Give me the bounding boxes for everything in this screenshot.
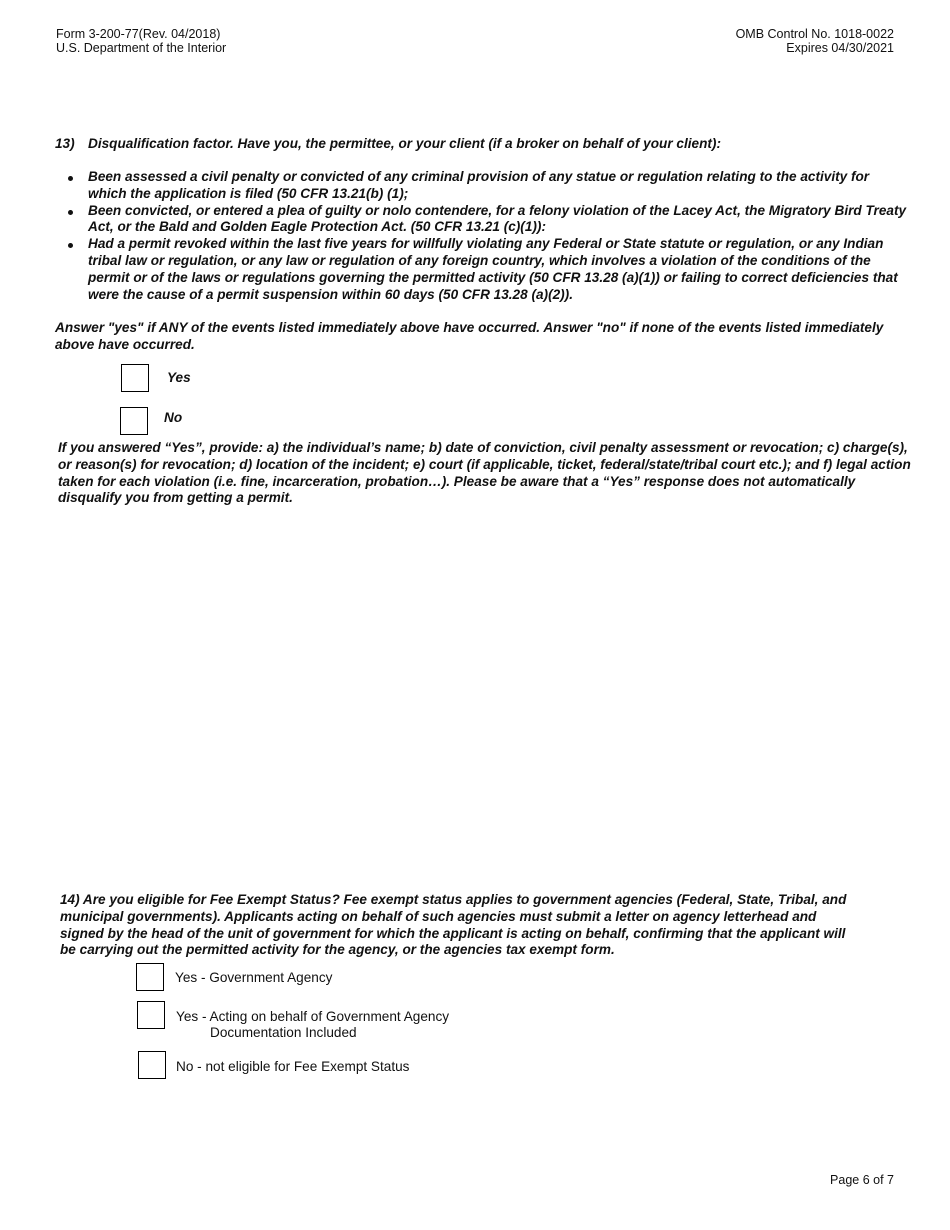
q14-question: 14) Are you eligible for Fee Exempt Status? Fee exempt status applies to government agencies (Federal, State, Tribal, and municipal governments). Applicants acting on behalf of such agencies must submit a letter on agency letterhead and signed by the head of the unit of government for which the applicant is acting on behalf, confirming that the applicant will be carrying out the permitted activity for the agency, or the agencies tax exempt form. [60,892,847,958]
q13-bullet-item [56,203,911,237]
q13-if-yes-instructions: If you answered “Yes”, provide: a) the individual’s name; b) date of conviction, civil penalty assessment or revocation; c) charge(s), or reason(s) for revocation; d) location of the incident; e) court (if applicable, ticket, federal/state/tribal court etc.); and f) legal action taken for each violation (i.e. fine, incarceration, probation…). Please be aware that a “Yes” response does not automatically disqualify you from getting a permit. [58,440,911,506]
q13-bullet-text: Been assessed a civil penalty or convicted of any criminal provision of any statue or regulation relating to the activity for which the application is filed (50 CFR 13.21(b) (1); [88,169,870,201]
bullet-icon [68,210,73,215]
q14-gov-agency-label: Yes - Government Agency [175,970,333,985]
q13-no-checkbox[interactable] [120,407,148,435]
q13-bullet-item [56,169,911,203]
department-name: U.S. Department of the Interior [56,41,227,55]
bullet-icon [68,176,73,181]
q13-bullet-text: Been convicted, or entered a plea of guilty or nolo contendere, for a felony violation of the Lacey Act, the Migratory Bird Treaty Act, or the Bald and Golden Eagle Protection Act. (50 CFR 13.21 (c)(1)): [88,202,907,235]
q14-not-eligible-checkbox[interactable] [138,1051,166,1079]
q13-bullet-text: Had a permit revoked within the last five years for willfully violating any Federal or State statute or regulation, or any Indian tribal law or regulation, or any law or regulation of any foreign country, which involves a violation of the conditions of the permit or of the laws or regulations governing the permitted activity (50 CFR 13.28 (a)(1)) or failing to correct deficiencies that were the cause of a permit suspension within 60 days (50 CFR 13.28 (a)(2)). [88,236,898,302]
q13-number: 13) [55,136,75,151]
q14-behalf-documentation-label: Documentation Included [210,1025,357,1040]
q13-question: Disqualification factor. Have you, the permittee, or your client (if a broker on behalf of your client): [88,136,721,151]
bullet-icon [68,243,73,248]
q13-answer-instruction: Answer "yes" if ANY of the events listed immediately above have occurred. Answer "no" if none of the events listed immediately above have occurred. [55,320,884,352]
q13-bullet-item [56,236,911,303]
omb-control-number: OMB Control No. 1018-0022 [735,27,894,41]
q13-disqualification-list [56,169,911,303]
form-number: Form 3-200-77(Rev. 04/2018) [56,27,221,41]
q13-yes-checkbox[interactable] [121,364,149,392]
q14-behalf-agency-label: Yes - Acting on behalf of Government Agency [176,1009,450,1024]
page-number: Page 6 of 7 [830,1173,894,1187]
q14-behalf-agency-checkbox[interactable] [137,1001,165,1029]
q14-not-eligible-label: No - not eligible for Fee Exempt Status [176,1059,410,1074]
q13-details-response-area[interactable] [58,512,913,877]
expiration-date: Expires 04/30/2021 [786,41,894,55]
q14-gov-agency-checkbox[interactable] [136,963,164,991]
q13-yes-label: Yes [167,370,191,385]
q13-no-label: No [164,410,183,425]
